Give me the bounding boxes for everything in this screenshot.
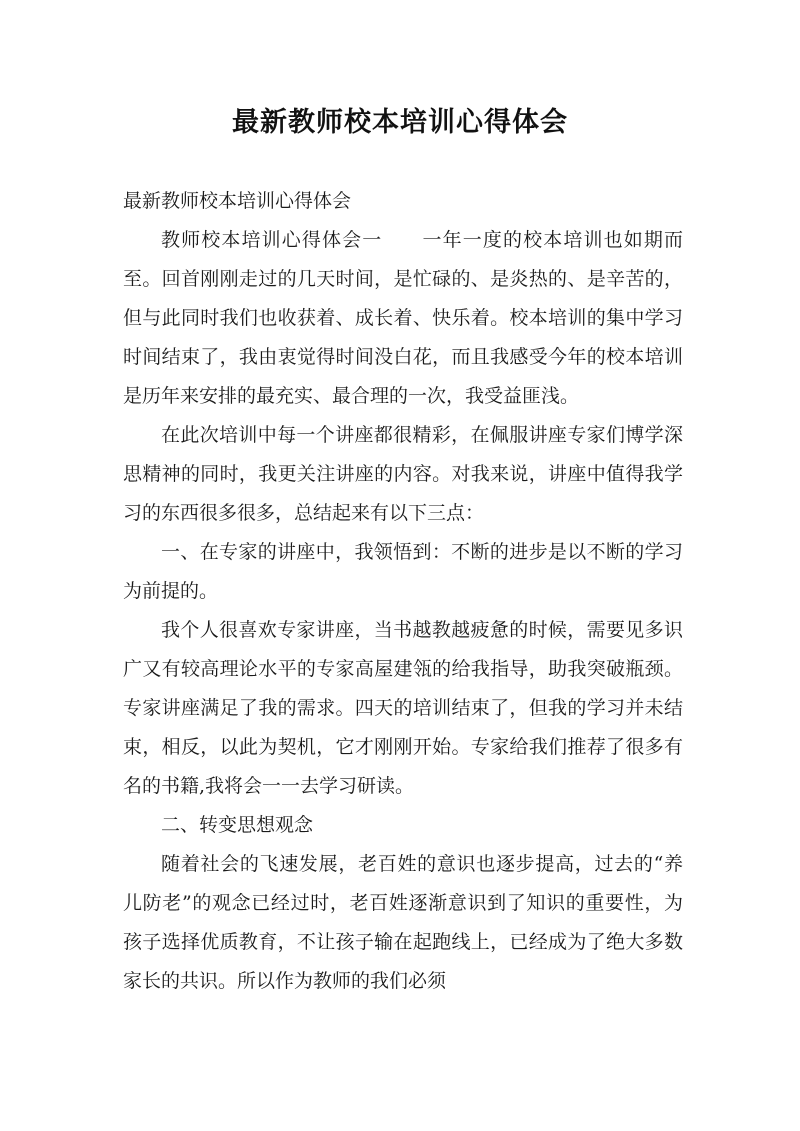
paragraph-2: 在此次培训中每一个讲座都很精彩，在佩服讲座专家们博学深思精神的同时，我更关注讲座的内容。对我来说，讲座中值得我学习的东西很多很多，总结起来有以下三点： (123, 424, 683, 524)
document-title: 最新教师校本培训心得体会 (232, 107, 568, 138)
document-body (123, 182, 683, 1001)
paragraph-1: 教师校本培训心得体会一 一年一度的校本培训也如期而至。回首刚刚走过的几天时间，是忙碌的、是炎热的、是辛苦的，但与此同时我们也收获着、成长着、快乐着。校本培训的集中学习时间结束了，我由衷觉得时间没白花，而且我感受今年的校本培训是历年来安排的最充实、最合理的一次，我受益匪浅。 (123, 229, 683, 407)
paragraph-4: 我个人很喜欢专家讲座，当书越教越疲惫的时候，需要见多识广又有较高理论水平的专家高屋建瓴的给我指导，助我突破瓶颈。专家讲座满足了我的需求。四天的培训结束了，但我的学习并未结束，相反，以此为契机，它才刚刚开始。专家给我们推荐了很多有名的书籍,我将会一一去学习研读。 (123, 619, 683, 797)
paragraph-5: 二、转变思想观念 (161, 814, 314, 836)
paragraph-6: 随着社会的飞速发展，老百姓的意识也逐步提高，过去的“养儿防老”的观念已经过时，老百姓逐渐意识到了知识的重要性，为孩子选择优质教育，不让孩子输在起跑线上，已经成为了绝大多数家长的共识。所以作为教师的我们必须 (123, 853, 683, 992)
paragraph-3: 一、在专家的讲座中，我领悟到：不断的进步是以不断的学习为前提的。 (123, 541, 683, 602)
body-subtitle: 最新教师校本培训心得体会 (123, 190, 352, 212)
